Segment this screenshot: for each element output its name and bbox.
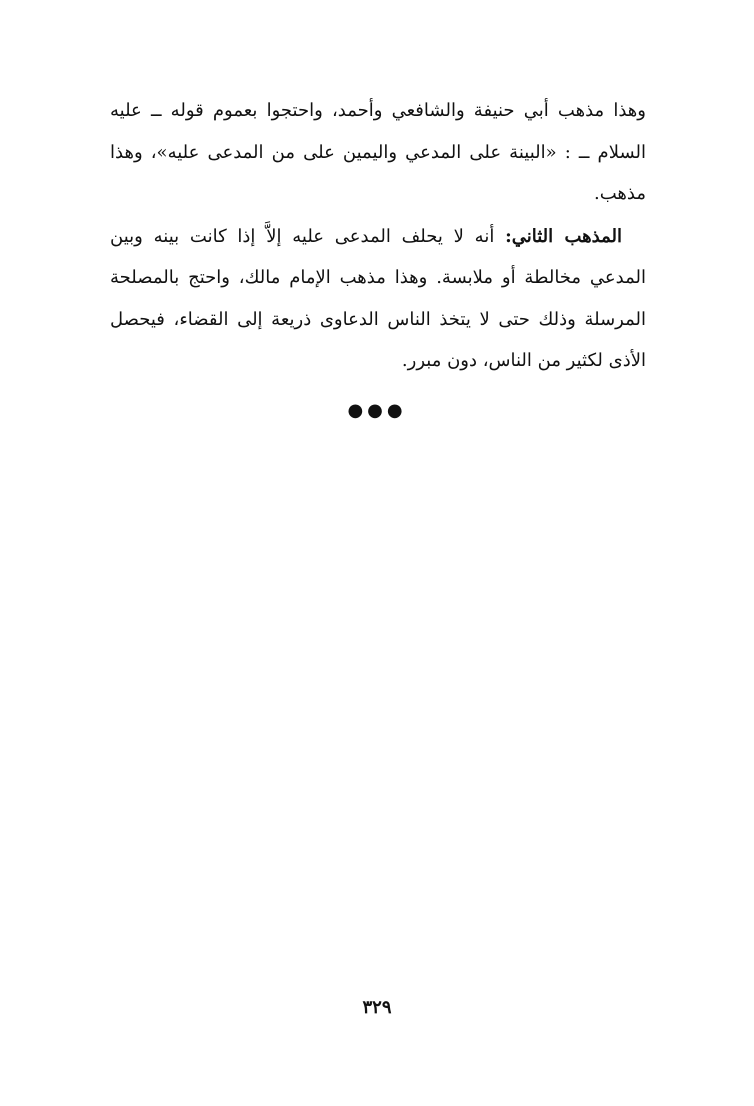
paragraph-second-text: أنه لا يحلف المدعى عليه إلاَّ إذا كانت بينه وبين المدعي مخالطة أو ملابسة. وهذا مذهب الإمام مالك، واحتج بالمصلحة المرسلة وذلك حتى لا يتخذ الناس الدعاوى ذريعة إلى القضاء، فيحصل الأذى لكثير من الناس، دون مبرر.: [110, 225, 646, 371]
page-text: [110, 90, 646, 382]
paragraph-first-text: وهذا مذهب أبي حنيفة والشافعي وأحمد، واحتجوا بعموم قوله ــ عليه السلام ــ : «البينة على المدعي واليمين على من المدعى عليه»، وهذا مذهب.: [110, 100, 646, 204]
page-number: ٣٢٩: [362, 997, 392, 1018]
second-doctrine-label: المذهب الثاني:: [505, 225, 622, 247]
section-separator-dots: ●●●: [347, 400, 407, 421]
paragraph-first-doctrine: [110, 90, 646, 215]
paragraph-second-doctrine: [110, 216, 646, 382]
